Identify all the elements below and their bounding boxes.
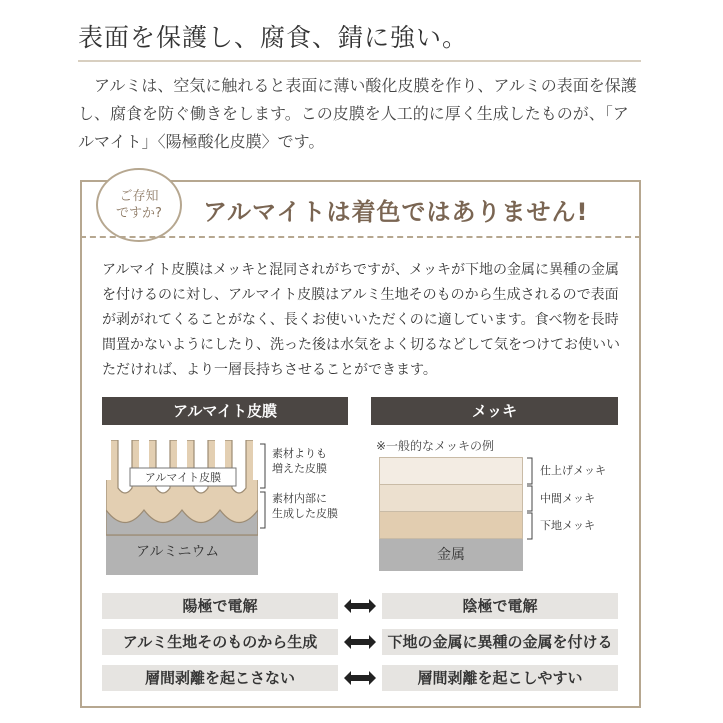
under-plating-label: 下地メッキ	[540, 519, 595, 532]
compare-left-2: アルミ生地そのものから生成	[102, 629, 338, 655]
intro-text: アルミは、空気に触れると表面に薄い酸化皮膜を作り、アルミの表面を保護し、腐食を防ぐ働きをします。この皮膜を人工的に厚く生成したものが、「アルマイト」〈陽極酸化皮膜〉です。	[78, 76, 637, 151]
title-divider	[78, 60, 641, 62]
base-plating-layer	[379, 512, 523, 539]
double-arrow-icon	[343, 665, 377, 691]
alumite-header: アルマイト皮膜	[102, 397, 348, 425]
plating-note: ※一般的なメッキの例	[376, 439, 495, 453]
compare-right-3: 層間剥離を起こしやすい	[382, 665, 618, 691]
badge-line-2: ですか?	[116, 206, 162, 221]
film-label: アルマイト皮膜	[144, 471, 222, 484]
double-arrow-icon	[343, 629, 377, 655]
annot-inside-1: 素材内部に	[272, 492, 327, 505]
box-body-text: アルマイト皮膜はメッキと混同されがちですが、メッキが下地の金属に異種の金属を付けるのに対し、アルマイト皮膜はアルミ生地そのものから生成されるので表面が剥がれてくることがなく、長くお使いいただくのに適しています。食べ物を長時間置かないようにしたり、洗った後は水気をよく切るなどして気をつけてお使いいただければ、より一層長持ちさせることができます。	[102, 262, 620, 378]
aluminum-label: アルミニウム	[136, 544, 220, 560]
annot-above	[272, 446, 327, 476]
middle-plating-label: 中間メッキ	[540, 492, 595, 505]
finish-plating-label: 仕上げメッキ	[540, 464, 606, 477]
plating-header: メッキ	[371, 397, 618, 425]
annot-above-2: 増えた皮膜	[272, 462, 327, 475]
badge-line-1: ご存知	[119, 189, 159, 204]
top-plating-layer	[379, 457, 523, 485]
metal-label: 金属	[379, 539, 523, 571]
right-brackets	[526, 457, 536, 541]
page-title: 表面を保護し、腐食、錆に強い。	[78, 23, 469, 52]
double-arrow-icon	[343, 593, 377, 619]
did-you-know-badge	[96, 168, 182, 242]
compare-left-1: 陽極で電解	[102, 593, 338, 619]
annot-inside	[272, 491, 338, 521]
compare-left-3: 層間剥離を起こさない	[102, 665, 338, 691]
annot-above-1: 素材よりも	[272, 447, 327, 460]
dashed-divider	[80, 236, 641, 238]
middle-plating-layer	[379, 485, 523, 512]
box-headline: アルマイトは着色ではありません!	[203, 198, 589, 226]
compare-right-1: 陰極で電解	[382, 593, 618, 619]
compare-right-2: 下地の金属に異種の金属を付ける	[382, 629, 618, 655]
intro-paragraph	[78, 72, 644, 156]
left-brackets	[259, 442, 269, 532]
annot-inside-2: 生成した皮膜	[272, 507, 338, 520]
